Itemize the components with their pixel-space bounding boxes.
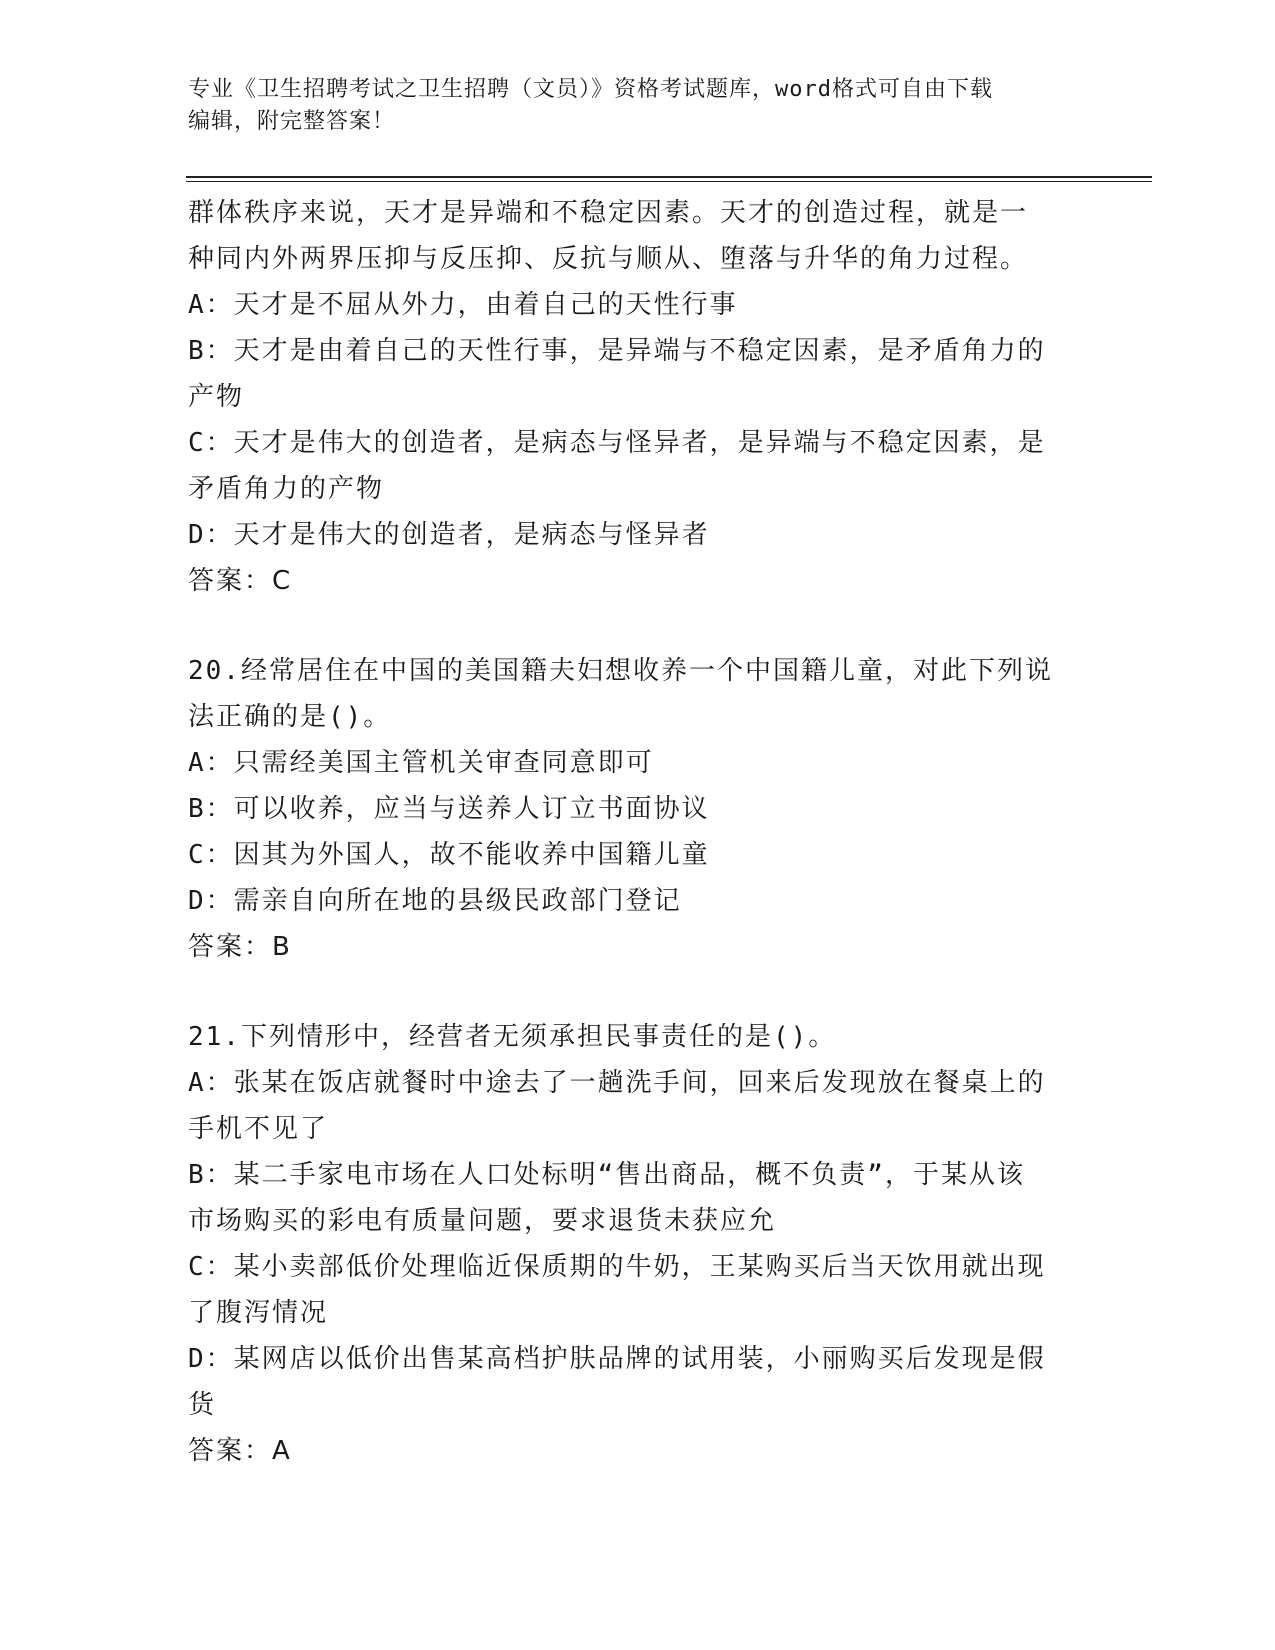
header-divider-thick: [186, 176, 1152, 178]
header-line-1: 专业《卫生招聘考试之卫生招聘（文员）》资格考试题库，word格式可自由下载: [188, 77, 993, 102]
option-line: B：可以收养，应当与送养人订立书面协议: [188, 794, 710, 824]
option-d: [188, 512, 1068, 558]
question-21-section: [188, 1014, 1068, 1474]
option-line: B：天才是由着自己的天性行事，是异端与不稳定因素，是矛盾角力的: [188, 336, 1046, 366]
option-b: [188, 1152, 1068, 1244]
question-stem-line: 群体秩序来说，天才是异端和不稳定因素。天才的创造过程，就是一: [188, 198, 1029, 228]
option-c: [188, 832, 1068, 878]
question-stem-line: 种同内外两界压抑与反压抑、反抗与顺从、堕落与升华的角力过程。: [188, 244, 1029, 274]
header-divider-thin: [186, 181, 1152, 182]
question-content: [188, 190, 1068, 1474]
section-gap: [188, 604, 1068, 648]
option-d: [188, 878, 1068, 924]
option-line: A：张某在饭店就餐时中途去了一趟洗手间，回来后发现放在餐桌上的: [188, 1068, 1046, 1098]
question-20-section: [188, 648, 1068, 970]
question-19-section: [188, 190, 1068, 604]
option-line: D：某网店以低价出售某高档护肤品牌的试用装，小丽购买后发现是假: [188, 1344, 1046, 1374]
option-line: 产物: [188, 382, 245, 412]
option-a: [188, 740, 1068, 786]
option-a: [188, 282, 1068, 328]
answer-line: 答案：C: [188, 566, 293, 596]
option-line: C：天才是伟大的创造者，是病态与怪异者，是异端与不稳定因素，是: [188, 428, 1046, 458]
question-stem-line: 法正确的是()。: [188, 702, 392, 732]
option-line: A：天才是不屈从外力，由着自己的天性行事: [188, 290, 738, 320]
option-a: [188, 1060, 1068, 1152]
question-stem-line: 20.经常居住在中国的美国籍夫妇想收养一个中国籍儿童，对此下列说: [188, 656, 1053, 686]
header-line-2: 编辑，附完整答案！: [188, 109, 396, 134]
section-gap: [188, 970, 1068, 1014]
answer-line: 答案：B: [188, 932, 292, 962]
option-line: 手机不见了: [188, 1114, 329, 1144]
option-b: [188, 786, 1068, 832]
question-stem-line: 21.下列情形中，经营者无须承担民事责任的是()。: [188, 1022, 837, 1052]
option-b: [188, 328, 1068, 420]
option-line: D：天才是伟大的创造者，是病态与怪异者: [188, 520, 710, 550]
document-header: [188, 74, 1088, 138]
option-line: C：某小卖部低价处理临近保质期的牛奶，王某购买后当天饮用就出现: [188, 1252, 1046, 1282]
option-line: B：某二手家电市场在人口处标明“售出商品，概不负责”，于某从该: [188, 1160, 1025, 1190]
option-line: A：只需经美国主管机关审查同意即可: [188, 748, 654, 778]
option-line: 矛盾角力的产物: [188, 474, 385, 504]
option-c: [188, 1244, 1068, 1336]
option-line: 货: [188, 1390, 217, 1420]
option-d: [188, 1336, 1068, 1428]
answer-line: 答案：A: [188, 1436, 292, 1466]
option-c: [188, 420, 1068, 512]
option-line: 市场购买的彩电有质量问题，要求退货未获应允: [188, 1206, 777, 1236]
option-line: D：需亲自向所在地的县级民政部门登记: [188, 886, 682, 916]
option-line: 了腹泻情况: [188, 1298, 329, 1328]
option-line: C：因其为外国人，故不能收养中国籍儿童: [188, 840, 710, 870]
